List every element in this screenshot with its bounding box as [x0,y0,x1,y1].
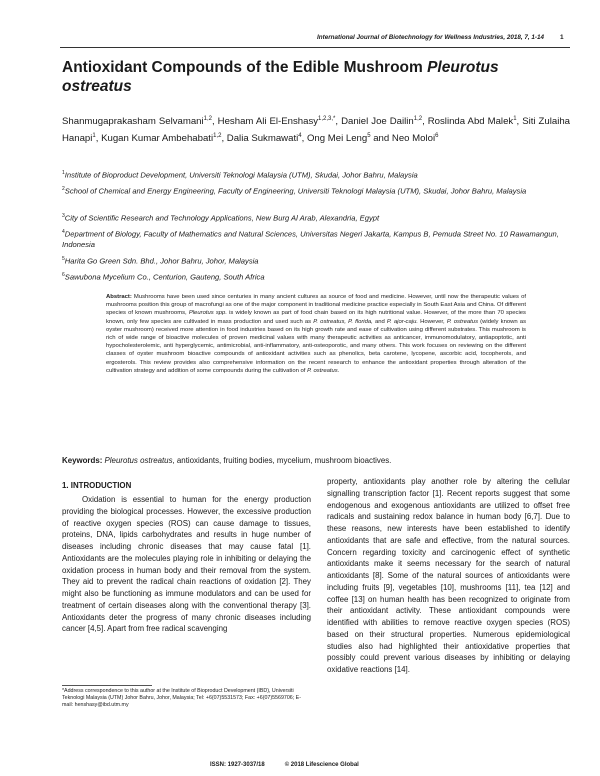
abstract-label: Abstract: [106,294,132,300]
abstract-italic: P. ostreatus, P. florida, [313,318,373,325]
author-affiliation-sup: 1 [92,133,96,140]
footer-issn: ISSN: 1927-3037/18 [210,762,265,768]
abstract-italic: P. ostreatus [446,318,479,325]
title-main: Antioxidant Compounds of the Edible Mushroom [62,59,428,76]
author-affiliation-sup: 1,2 [413,116,423,122]
keywords [62,456,570,466]
abstract-text: and [372,318,387,325]
author-separator: , [95,133,102,145]
section-heading-introduction: 1. INTRODUCTION [62,481,132,490]
author-list [62,112,570,146]
author-name: Neo Moloi [391,133,436,145]
abstract-italic: P. ostreatus. [307,367,340,374]
author-separator: , [221,133,227,145]
keywords-italic: Pleurotus ostreatus [102,456,173,465]
footnote-rule [62,685,152,686]
author-affiliation-sup: 1,2,3,* [318,116,336,122]
abstract [106,293,526,375]
author-affiliation-sup: 1,2 [213,133,222,140]
author-name: Roslinda Abd Malek [427,116,514,128]
author-separator: , [335,116,342,128]
author-affiliation-sup: 1 [513,116,517,122]
affiliation-sup: 1 [62,170,65,176]
affiliation-sup: 6 [62,272,65,278]
author-affiliation-sup: 4 [298,133,302,140]
author-separator: and [370,133,392,145]
affiliation-3 [62,211,570,224]
author-separator: , [422,116,428,128]
correspondence-footnote: *Address correspondence to this author at the Institute of Bioproduct Development (IBD), Universiti Teknologi Malaysia (UTM) Johor Bahru, Johor, Malaysia; Tel: +6(07)5531573; Fax: +6(07)5569706; E-mail: henshasy@ibd.utm.my [62,688,301,709]
body-text-left-column: Oxidation is essential to human for the energy production providing the biological processes. However, the excessive production of reactive oxygen species (ROS) can cause damage to tissues, proteins, DNA, lipids carbohydrates and results in huge number of diseases including chronic diseases that may cause fatal [1]. Antioxidants are the molecules playing role in inhibiting or delaying the oxidation process in human body and their removal from the system. They aid to prevent the radical chain reactions of oxidation [2]. They might also be functioning as immune modulators and can be used for treatment of certain diseases along with the conventional therapy [3]. Antioxidants deter the progress of many chronic diseases including cancer [4,5]. Apart from free radical scavenging [62,495,311,634]
body-text-right-column: property, antioxidants play another role by altering the cellular signalling transcription factor [1]. Recent reports suggest that some endogenous and exogenous antioxidants are utilized to offset free radicals and sustaining redox balance in human body [6,7]. Due to these reasons, new interests have been established to identify antioxidants that are safe and effective, from the natural sources. Concern regarding toxicity and carcinogenic effect of synthetic antioxidants make it seems necessary for the search of natural antioxidants [8]. Some of the natural sources of antioxidants were including fruits [9], vegetables [10], mushrooms [11], tea [12] and coffee [13] on human health has been recognized to originate from their antioxidant activity. These antioxidant compounds were identified with abilities to remove reactive oxygen species (ROS) based on their structural properties. Numerous epidemiological studies also had highlighted their antioxidative properties that possibly could prevent various diseases by inhibiting or delaying oxidative reactions [14]. [327,477,570,674]
author-name: Ong Mei Leng [306,133,368,145]
author-affiliation-sup: 1,2 [203,116,212,122]
affiliation-text: School of Chemical and Energy Engineering, Faculty of Engineering, Universiti Teknologi Malaysia (UTM), Skudai, Johor Bahru, Malaysia [64,186,527,196]
journal-header: International Journal of Biotechnology for Wellness Industries, 2018, 7, 1-14 [317,34,544,41]
affiliation-text: Department of Biology, Faculty of Mathematics and Natural Sciences, Universitas Negeri Jakarta, Kampus B, Pemuda Street No. 10 Rawamangun, Indonesia [62,229,559,250]
author-separator: , [516,116,523,128]
affiliation-sup: 3 [62,213,65,219]
abstract-text: However, [418,318,447,325]
author-name: Shanmugaprakasham Selvamani [62,116,204,128]
keywords-text: , antioxidants, fruiting bodies, mycelium, mushroom bioactives. [172,456,392,465]
affiliation-text: Sawubona Mycelium Co., Centurion, Gauteng, South Africa [64,272,265,282]
affiliation-2 [62,184,570,197]
abstract-text: (widely known as oyster mushroom) received more attention in food industries based on its high growth rate and ease of cultivation using different substrates. This mushroom is rich of wide range of bioactive molecules of proven medicinal values with many therapeutic activities as anticancer, immunomodulatory, antiapoptotic, anti hypocholesterolemic, anti hyperglycemic, antimicrobial, anti-inflammatory, anti-osteoporotic, and many others. This work focuses on reviewing on the different classes of oyster mushroom bioactive compounds of antioxidant activities such as phenolics, beta carotene, lycopene, ascorbic acid, tocopherols, and ergosterols. This review provides also comprehensive information on the recent research to enhance the antioxidant properties through alteration of the cultivation strategy and addition of some compounds during the cultivation of [106,318,527,374]
author-affiliation-sup: 5 [367,133,371,140]
abstract-text: is widely known as part of food chain based on its high nutritional value. However, of the more than 70 species known, only few species are cultivated in mass production and used such as [106,310,526,325]
page-footer [210,762,510,768]
author-name: Dalia Sukmawati [226,133,299,145]
affiliation-5 [62,254,570,267]
abstract-italic: Pleurotus spp. [188,310,227,317]
author-separator: , [301,133,307,145]
affiliation-sup: 5 [62,256,65,262]
affiliation-4 [62,227,570,251]
page-number: 1 [560,34,564,41]
title-species: Pleurotus ostreatus [62,59,499,95]
author-affiliation-sup: 6 [435,133,439,140]
keywords-label: Keywords: [62,456,103,465]
article-title [62,58,570,96]
affiliation-text: Institute of Bioproduct Development, Universiti Teknologi Malaysia (UTM), Skudai, Johor Bahru, Malaysia [64,170,418,180]
footer-copyright: © 2018 Lifescience Global [284,762,359,768]
affiliation-text: Harita Go Green Sdn. Bhd., Johor Bahru, Johor, Malaysia [64,256,259,266]
author-name: Daniel Joe Dailin [341,116,414,128]
author-name: Kugan Kumar Ambehabati [101,133,214,145]
author-separator: , [212,116,218,128]
affiliation-sup: 2 [62,186,65,192]
affiliation-6 [62,270,570,283]
author-name: Hesham Ali El-Enshasy [217,116,319,128]
affiliation-1 [62,168,570,181]
header-rule [60,47,570,48]
affiliation-sup: 4 [62,229,65,235]
abstract-italic: P. ajor-caju. [386,318,418,325]
author-name: Siti Zulaiha Hanapi [62,116,571,145]
abstract-text: Mushrooms have been used since centuries in many ancient cultures as source of food and medicine. However, until now the therapeutic values of mushrooms position this group of macrofungi as one of the major component in traditional medicine practice especially in South East Asia and China. Of different species of known mushrooms, [106,294,526,317]
affiliation-text: City of Scientific Research and Technology Applications, New Burg Al Arab, Alexandria, Egypt [64,213,380,223]
